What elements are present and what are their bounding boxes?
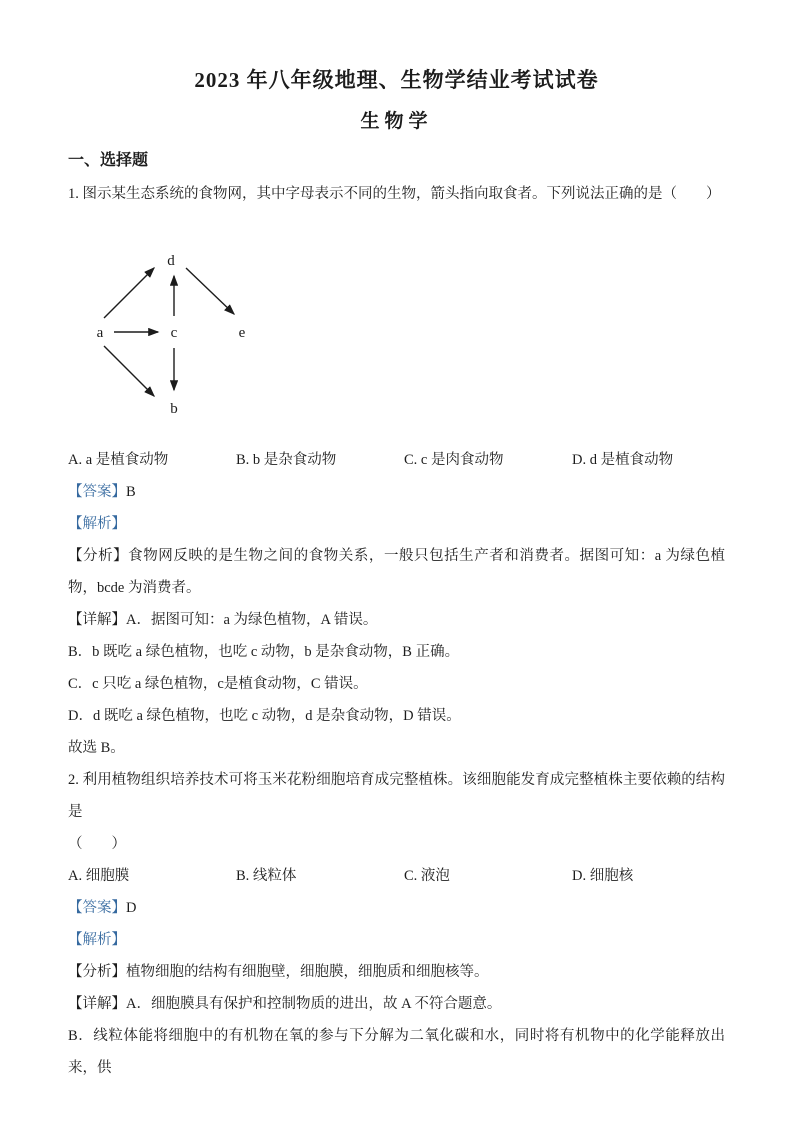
node-label-b: b — [170, 401, 178, 417]
doc-subtitle: 生物学 — [360, 111, 433, 132]
section-title: 一、选择题 — [68, 152, 149, 169]
q1-option-c: C. c 是肉食动物 — [404, 452, 504, 468]
q1-option-b: B. b 是杂食动物 — [236, 452, 337, 468]
q1-detail-line-d: D．d 既吃 a 绿色植物，也吃 c 动物，d 是杂食动物，D 错误。 — [68, 708, 461, 724]
node-label-e: e — [238, 325, 246, 341]
node-label-a: a — [96, 325, 104, 341]
q2-option-d: D. 细胞核 — [572, 868, 634, 884]
q2-option-b: B. 线粒体 — [236, 868, 297, 884]
q1-analysis-text: 【分析】食物网反映的是生物之间的食物关系，一般只包括生产者和消费者。据图可知：a 为绿色植物，bcde 为消费者。 — [68, 548, 725, 596]
q2-detail-line-b: B．线粒体能将细胞中的有机物在氧的参与下分解为二氧化碳和水，同时将有机物中的化学能释放出来，供 — [68, 1028, 725, 1076]
q1-conclusion: 故选 B。 — [68, 740, 125, 756]
page-body — [0, 148, 793, 1084]
q2-analysis-text: 【分析】植物细胞的结构有细胞壁，细胞膜，细胞质和细胞核等。 — [68, 964, 489, 980]
q2-option-c: C. 液泡 — [404, 868, 450, 884]
q1-stem: 1. 图示某生态系统的食物网，其中字母表示不同的生物，箭头指向取食者。下列说法正确的是（ ） — [68, 186, 721, 202]
node-label-c: c — [170, 325, 178, 341]
q1-analysis-label: 【解析】 — [68, 516, 126, 532]
q1-answer-label: 【答案】 — [68, 484, 126, 500]
q1-answer-row — [68, 476, 725, 508]
edge-a-b — [104, 346, 154, 396]
q2-stem: 2. 利用植物组织培养技术可将玉米花粉细胞培育成完整植株。该细胞能发育成完整植株主要依赖的结构是 — [68, 772, 725, 820]
q1-detail-line-b: B．b 既吃 a 绿色植物，也吃 c 动物，b 是杂食动物，B 正确。 — [68, 644, 460, 660]
q1-answer-value: B — [126, 484, 136, 500]
node-label-d: d — [167, 253, 175, 269]
doc-title: 2023 年八年级地理、生物学结业考试试卷 — [194, 68, 599, 92]
q2-option-a: A. 细胞膜 — [68, 868, 130, 884]
q1-option-a: A. a 是植食动物 — [68, 452, 169, 468]
q1-option-d: D. d 是植食动物 — [572, 452, 674, 468]
q2-options — [68, 860, 725, 892]
q2-answer-label: 【答案】 — [68, 900, 126, 916]
food-web-diagram — [84, 244, 264, 422]
q2-analysis-label: 【解析】 — [68, 932, 126, 948]
edge-d-e — [186, 268, 234, 314]
q2-detail-line-a: 【详解】A．细胞膜具有保护和控制物质的进出，故 A 不符合题意。 — [68, 996, 502, 1012]
q2-paren: （ ） — [68, 836, 126, 852]
q2-answer-row — [68, 892, 725, 924]
q2-answer-value: D — [126, 900, 137, 916]
q1-options — [68, 444, 725, 476]
edge-a-d — [104, 268, 154, 318]
q1-detail-line-c: C．c 只吃 a 绿色植物，c是植食动物，C 错误。 — [68, 676, 368, 692]
q1-detail-line-a: 【详解】A．据图可知：a 为绿色植物，A 错误。 — [68, 612, 378, 628]
